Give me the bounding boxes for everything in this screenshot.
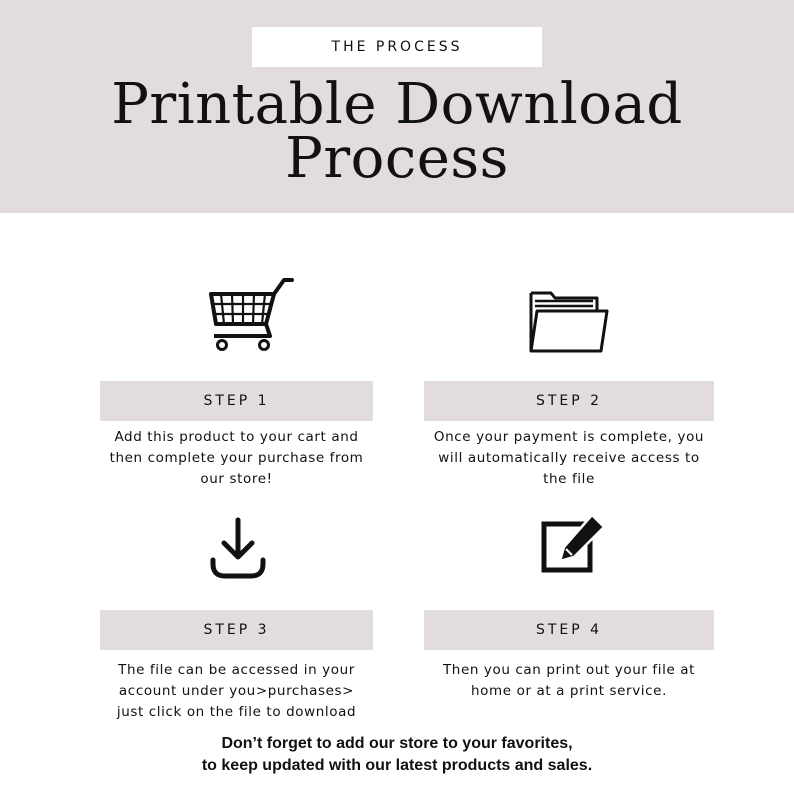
page-title [0,72,794,191]
step-4-description [414,660,724,702]
step-3-bar: STEP 3 [100,610,373,650]
step-1-description [90,427,383,490]
step-1-desc-line: Add this product to your cart and [114,429,359,445]
step-2-bar: STEP 2 [424,381,714,421]
step-3-description [90,660,383,723]
step-4-desc-line: home or at a print service. [471,683,667,699]
folder-icon [527,289,611,355]
header-banner [0,0,794,213]
footer-line-2: to keep updated with our latest products and sales. [201,757,593,774]
footer-note [0,733,794,777]
step-4-bar: STEP 4 [424,610,714,650]
step-3-desc-line: just click on the file to download [116,704,357,720]
section-badge: THE PROCESS [252,27,542,67]
download-icon [208,516,268,580]
edit-icon [540,512,610,576]
step-1-desc-line: then complete your purchase from [109,450,364,466]
footer-line-1: Don’t forget to add our store to your favorites, [221,735,573,752]
step-3-desc-line: The file can be accessed in your [118,662,355,678]
step-1-bar: STEP 1 [100,381,373,421]
step-2-desc-line: the file [543,471,595,487]
step-2-description [414,427,724,490]
step-4-desc-line: Then you can print out your file at [442,662,696,678]
step-2-desc-line: will automatically receive access to [438,450,700,466]
step-3-desc-line: account under you>purchases> [118,683,355,699]
page-title-line-1: Printable Download [111,72,683,137]
step-2-desc-line: Once your payment is complete, you [433,429,705,445]
step-1-desc-line: our store! [200,471,273,487]
page-title-line-2: Process [285,126,509,191]
shopping-cart-icon [208,274,294,354]
